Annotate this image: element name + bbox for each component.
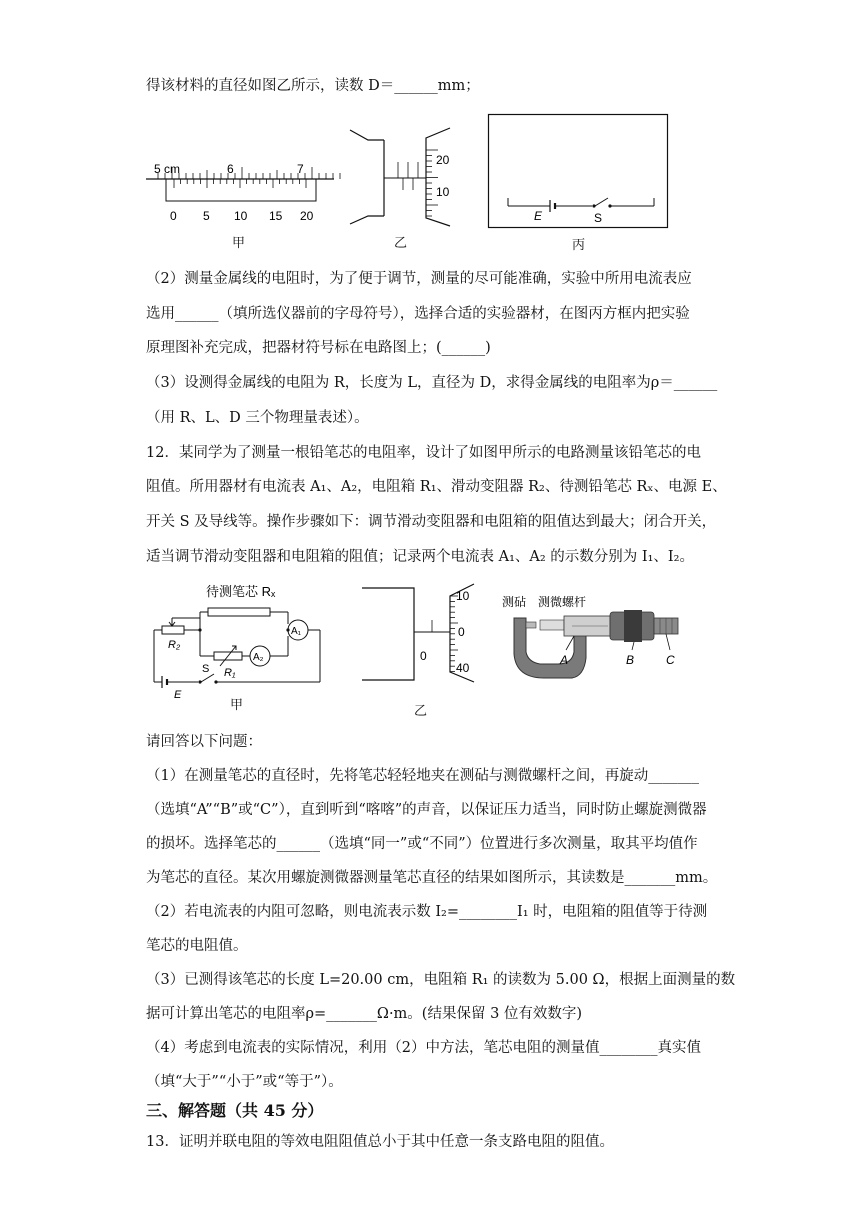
text-line: 为笔芯的直径。某次用螺旋测微器测量笔芯直径的结果如图所示，其读数是_______mm。 [146, 870, 718, 886]
vernier-caliper-figure [146, 158, 346, 228]
switch-label: S [594, 211, 603, 225]
r1-label: R₁ [224, 667, 236, 679]
micrometer-reading-figure [350, 128, 460, 228]
rx-label: 待测笔芯 Rₓ [206, 584, 276, 599]
pencil-lead-circuit-figure [148, 582, 328, 701]
sleeve-zero-label: 0 [420, 649, 427, 663]
part-c-label: C [666, 653, 675, 667]
part-b-label: B [626, 653, 635, 667]
ammeter-a2-label: A₂ [253, 652, 264, 663]
text-line: （4）考虑到电流表的实际情况，利用（2）中方法，笔芯电阻的测量值________真实值 [146, 1040, 701, 1056]
ammeter-a1-label: A₁ [291, 626, 302, 637]
vernier-tick-label: 5 [203, 209, 210, 223]
text-line: （1）在测量笔芯的直径时，先将笔芯轻轻地夹在测砧与测微螺杆之间，再旋动_______ [146, 768, 699, 784]
thimble-tick-label: 10 [456, 589, 470, 603]
text-line: （2）若电流表的内阻可忽略，则电流表示数 I₂=________I₁ 时，电阻箱的阻值等于待测 [146, 904, 708, 920]
text-line: 原理图补充完成，把器材符号标在电路图上；(______) [146, 340, 491, 356]
main-scale-tick-label: 7 [297, 162, 304, 176]
micrometer-device-figure [500, 592, 690, 682]
text-line: 12．某同学为了测量一根铅笔芯的电阻率，设计了如图甲所示的电路测量该铅笔芯的电 [146, 445, 701, 461]
battery-label: E [174, 689, 182, 701]
text-line: 得该材料的直径如图乙所示，读数 D＝______mm； [146, 78, 480, 94]
text-line: 阻值。所用器材有电流表 A₁、A₂，电阻箱 R₁、滑动变阻器 R₂、待测铅笔芯 Rₓ、电源 E、 [146, 479, 727, 495]
switch-label: S [202, 663, 210, 675]
main-scale-tick-label: 6 [227, 162, 234, 176]
thimble-tick-label: 40 [456, 661, 470, 675]
vernier-tick-label: 15 [269, 209, 283, 223]
anvil-label: 测砧 [502, 595, 527, 609]
thimble-tick-label: 20 [436, 153, 450, 167]
micrometer-reading-figure [362, 584, 482, 684]
figure-caption: 甲 [232, 236, 246, 251]
battery-label: E [534, 209, 543, 223]
part-a-label: A [560, 653, 569, 667]
main-scale-unit: 5 cm [154, 162, 181, 176]
text-line: 开关 S 及导线等。操作步骤如下：调节滑动变阻器和电阻箱的阻值达到最大；闭合开关， [146, 514, 717, 530]
figure-caption: 甲 [230, 698, 244, 713]
vernier-tick-label: 0 [170, 209, 177, 223]
text-line: 笔芯的电阻值。 [146, 938, 248, 954]
text-line: 请回答以下问题： [146, 734, 262, 750]
text-line: 的损坏。选择笔芯的______（选填“同一”或“不同”）位置进行多次测量，取其平均值作 [146, 836, 698, 852]
text-line: （填“大于”“小于”或“等于”）。 [146, 1074, 343, 1090]
text-line: 据可计算出笔芯的电阻率ρ=_______Ω·m。(结果保留 3 位有效数字) [146, 1006, 583, 1022]
text-line: 选用______（填所选仪器前的字母符号），选择合适的实验器材，在图丙方框内把实验 [146, 306, 690, 322]
vernier-tick-label: 20 [300, 209, 314, 223]
figure-caption: 丙 [572, 238, 586, 253]
figure-caption: 乙 [414, 704, 428, 719]
text-line: （用 R、L、D 三个物理量表述）。 [146, 410, 369, 426]
text-line: 13．证明并联电阻的等效电阻阻值总小于其中任意一条支路电阻的阻值。 [146, 1134, 614, 1150]
thimble-tick-label: 10 [436, 185, 450, 199]
thimble-tick-label: 0 [458, 625, 465, 639]
spindle-label: 测微螺杆 [538, 595, 587, 609]
vernier-tick-label: 10 [234, 209, 248, 223]
text-line: （选填“A”“B”或“C”），直到听到“喀喀”的声音，以保证压力适当，同时防止螺旋测微器 [146, 802, 707, 818]
figure-caption: 乙 [394, 236, 408, 251]
text-line: （3）已测得该笔芯的长度 L=20.00 cm，电阻箱 R₁ 的读数为 5.00 Ω，根据上面测量的数 [146, 972, 736, 988]
text-line: （3）设测得金属线的电阻为 R，长度为 L，直径为 D，求得金属线的电阻率为ρ＝______ [146, 375, 718, 391]
section-heading: 三、解答题（共 45 分） [146, 1101, 324, 1120]
r2-label: R₂ [168, 639, 181, 651]
text-line: 适当调节滑动变阻器和电阻箱的阻值；记录两个电流表 A₁、A₂ 的示数分别为 I₁、I₂。 [146, 549, 694, 565]
text-line: （2）测量金属线的电阻时，为了便于调节，测量的尽可能准确，实验中所用电流表应 [146, 271, 692, 287]
circuit-sketch-box [488, 114, 670, 230]
